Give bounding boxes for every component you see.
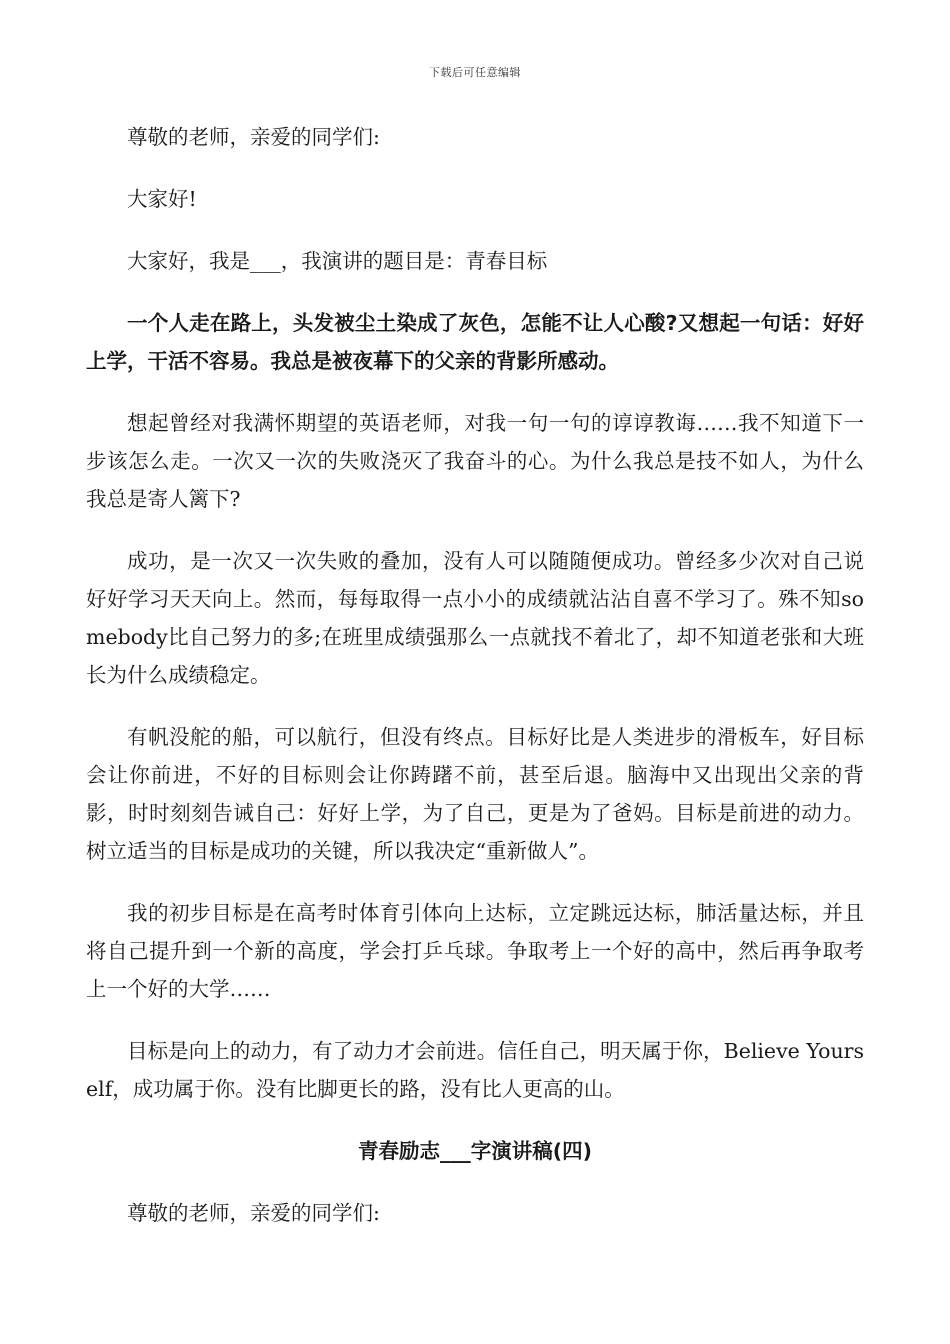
- paragraph-bold-father: 一个人走在路上，头发被尘土染成了灰色，怎能不让人心酸?又想起一句话：好好上学，干活不容易。我总是被夜幕下的父亲的背影所感动。: [86, 311, 864, 373]
- paragraph-initial-goal: 我的初步目标是在高考时体育引体向上达标，立定跳远达标，肺活量达标，并且将自己提升到一个新的高度，学会打乒乓球。争取考上一个好的高中，然后再争取考上一个好的大学……: [86, 901, 864, 1001]
- paragraph-closing-greeting: 尊敬的老师，亲爱的同学们:: [127, 1201, 380, 1225]
- document-body: [86, 118, 864, 1256]
- paragraph-teacher: 想起曾经对我满怀期望的英语老师，对我一句一句的谆谆教诲……我不知道下一步该怎么走。一次又一次的失败浇灭了我奋斗的心。为什么我总是技不如人，为什么我总是寄人篱下?: [86, 411, 864, 511]
- page-header-note: 下载后可任意编辑: [429, 66, 521, 79]
- paragraph-success: 成功，是一次又一次失败的叠加，没有人可以随随便成功。曾经多少次对自己说好好学习天天向上。然而，每每取得一点小小的成绩就沾沾自喜不学习了。殊不知somebody比自己努力的多;在班里成绩强那么一点就找不着北了，却不知道老张和大班长为什么成绩稳定。: [86, 549, 864, 687]
- paragraph-greeting: 尊敬的老师，亲爱的同学们:: [127, 125, 380, 149]
- paragraph-believe: 目标是向上的动力，有了动力才会前进。信任自己，明天属于你，Believe Yourself，成功属于你。没有比脚更长的路，没有比人更高的山。: [86, 1039, 864, 1101]
- paragraph-intro: 大家好，我是___，我演讲的题目是：青春目标: [127, 249, 548, 273]
- paragraph-goal-boat: 有帆没舵的船，可以航行，但没有终点。目标好比是人类进步的滑板车，好目标会让你前进，不好的目标则会让你踌躇不前，甚至后退。脑海中又出现出父亲的背影，时时刻刻告诫自己：好好上学，为了自己，更是为了爸妈。目标是前进的动力。树立适当的目标是成功的关键，所以我决定“重新做人”。: [86, 725, 864, 863]
- section-heading: 青春励志___字演讲稿(四): [358, 1139, 592, 1163]
- paragraph-hello: 大家好!: [127, 187, 197, 211]
